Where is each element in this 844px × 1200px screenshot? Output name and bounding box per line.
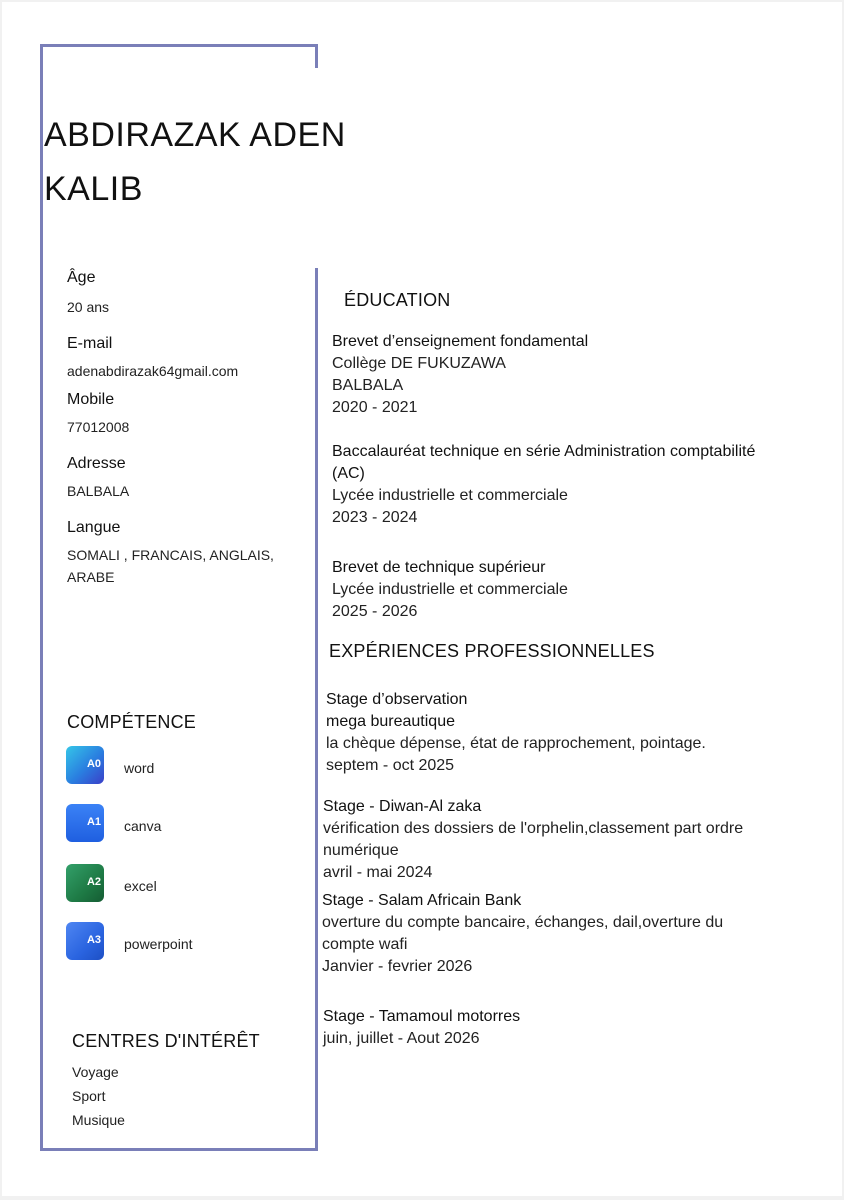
name-line-2: KALIB <box>44 170 143 208</box>
word-icon <box>66 746 104 784</box>
language-value-line-1: SOMALI , FRANCAIS, ANGLAIS, <box>67 547 274 563</box>
address-value: BALBALA <box>67 483 130 499</box>
experience-entry-description-line-1: vérification des dossiers de l'orphelin,classement part ordre <box>323 820 744 837</box>
experience-entry <box>326 689 806 777</box>
education-title: ÉDUCATION <box>344 290 451 310</box>
experience-entry-title: Stage - Diwan-Al zaka <box>323 798 482 815</box>
education-entry <box>332 557 812 623</box>
name-line-1: ABDIRAZAK ADEN <box>44 116 346 154</box>
skills-title: COMPÉTENCE <box>67 712 197 732</box>
education-entry-school: Collège DE FUKUZAWA <box>332 355 506 372</box>
education-entry-title-line-1: Baccalauréat technique en série Administration comptabilité <box>332 443 756 460</box>
education-entry-school: Lycée industrielle et commerciale <box>332 581 568 598</box>
experience-title: EXPÉRIENCES PROFESSIONNELLES <box>329 641 655 661</box>
education-entry-school: Lycée industrielle et commerciale <box>332 487 568 504</box>
frame-right-border <box>315 268 318 1151</box>
frame-top-border <box>40 44 318 47</box>
language-label: Langue <box>67 519 121 536</box>
education-entry-title-line-2: (AC) <box>332 465 365 482</box>
interest-item: Musique <box>72 1112 125 1128</box>
candidate-name <box>44 108 346 216</box>
experience-entry-dates: septem - oct 2025 <box>326 757 455 774</box>
experience-entry-title: Stage - Salam Africain Bank <box>322 892 522 909</box>
education-entry-title: Brevet d’enseignement fondamental <box>332 333 589 350</box>
excel-icon <box>66 864 104 902</box>
email-label: E-mail <box>67 335 113 352</box>
education-entry-years: 2023 - 2024 <box>332 509 418 526</box>
address-label: Adresse <box>67 455 126 472</box>
email-value: adenabdirazak64gmail.com <box>67 363 239 379</box>
experience-entry-description: la chèque dépense, état de rapprochement, pointage. <box>326 735 706 752</box>
skill-label: word <box>124 760 155 776</box>
experience-entry-dates: juin, juillet - Aout 2026 <box>323 1030 480 1047</box>
experience-entry-description-line-1: overture du compte bancaire, échanges, dail,overture du <box>322 914 724 931</box>
skill-code: A3 <box>86 934 101 946</box>
education-entry <box>332 441 812 529</box>
age-value: 20 ans <box>67 299 110 315</box>
personal-info <box>67 268 307 588</box>
interests-title: CENTRES D'INTÉRÊT <box>72 1031 260 1051</box>
age-label: Âge <box>67 269 96 286</box>
powerpoint-icon <box>66 922 104 960</box>
frame-top-right-border <box>315 44 318 68</box>
experience-entry <box>323 1006 803 1050</box>
mobile-label: Mobile <box>67 391 115 408</box>
interests-list <box>72 1060 125 1132</box>
canva-icon <box>66 804 104 842</box>
language-value-line-2: ARABE <box>67 569 115 585</box>
experience-entry-company: mega bureautique <box>326 713 455 730</box>
skill-code: A1 <box>86 816 101 828</box>
education-entry-years: 2020 - 2021 <box>332 399 418 416</box>
mobile-value: 77012008 <box>67 419 130 435</box>
experience-entry-description-line-2: numérique <box>323 842 399 859</box>
education-entry <box>332 331 812 419</box>
experience-entry-dates: Janvier - fevrier 2026 <box>322 958 473 975</box>
experience-entry-dates: avril - mai 2024 <box>323 864 433 881</box>
skill-code: A2 <box>86 876 101 888</box>
experience-entry <box>322 890 802 978</box>
skill-label: excel <box>124 878 157 894</box>
skill-label: powerpoint <box>124 936 193 952</box>
experience-entry <box>323 796 803 884</box>
experience-entry-title: Stage d’observation <box>326 691 468 708</box>
skill-label: canva <box>124 818 162 834</box>
interest-item: Sport <box>72 1088 106 1104</box>
education-entry-place: BALBALA <box>332 377 404 394</box>
education-entry-title: Brevet de technique supérieur <box>332 559 546 576</box>
experience-entry-description-line-2: compte wafi <box>322 936 408 953</box>
interest-item: Voyage <box>72 1064 119 1080</box>
education-entry-years: 2025 - 2026 <box>332 603 418 620</box>
skill-code: A0 <box>86 758 101 770</box>
experience-entry-title: Stage - Tamamoul motorres <box>323 1008 521 1025</box>
